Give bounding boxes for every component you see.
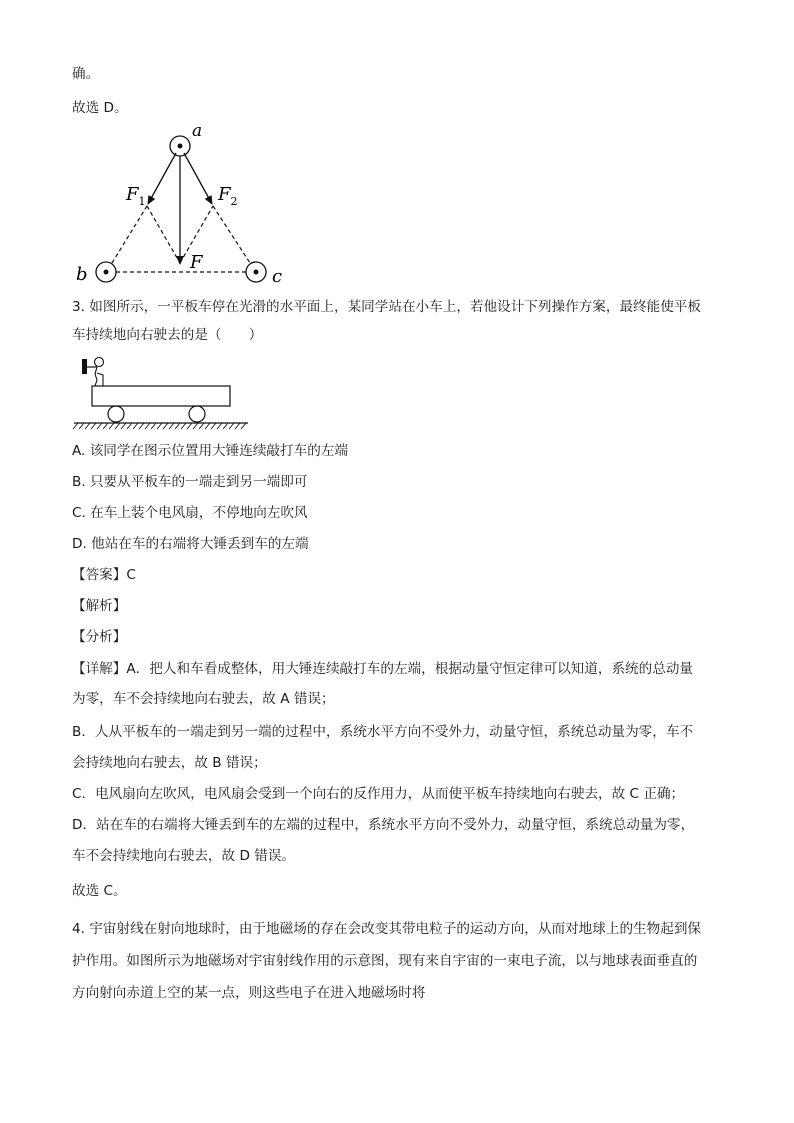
cart-wheel-right [189,406,205,422]
detail-line: D．站在车的右端将大锤丢到车的左端的过程中，系统水平方向不受外力，动量守恒，系统总动量为零， [72,817,695,833]
person-body [95,367,103,386]
answer-tag: 【答案】C [72,567,136,583]
option-c: C. 在车上装个电风扇，不停地向左吹风 [72,505,308,521]
question-4-line: 方向射向赤道上空的某一点，则这些电子在进入地磁场时将 [72,985,426,1001]
question-3-stem-line1: 3. 如图所示，一平板车停在光滑的水平面上，某同学站在小车上，若他设计下列操作方案，最终能使平板 [72,299,702,315]
option-a: A. 该同学在图示位置用大锤连续敲打车的左端 [72,443,348,459]
detail-line: C．电风扇向左吹风，电风扇会受到一个向右的反作用力，从而使平板车持续地向右驶去，故 C 正确； [72,786,685,802]
dashed-b-f1 [112,206,147,263]
cart-platform [92,386,230,406]
analysis-tag: 【解析】 [72,598,127,614]
ground-hatching [73,423,246,429]
force-diagram [70,120,310,290]
cart-diagram [70,350,250,432]
label-f1: $F_1$ [126,184,146,208]
fenxi-tag: 【分析】 [72,629,127,645]
person-head [95,358,104,367]
detail-line: B．人从平板车的一端走到另一端的过程中，系统水平方向不受外力，动量守恒，系统总动量为零，车不 [72,724,694,740]
force-f2-arrow [184,153,212,204]
label-b: b [76,264,88,285]
detail-line: 会持续地向右驶去，故 B 错误； [72,755,267,771]
dashed-f1-f [147,206,180,263]
conclusion-text: 故选 C。 [72,883,127,899]
label-f: F [190,252,203,273]
detail-line: 车不会持续地向右驶去，故 D 错误。 [72,848,296,864]
charge-c-dot [254,270,259,275]
question-3-stem-line2: 车持续地向右驶去的是（ ） [72,327,263,343]
detail-line: 为零，车不会持续地向右驶去，故 A 错误； [72,691,335,707]
conclusion-text: 故选 D。 [72,100,128,116]
label-c: c [272,266,283,287]
detail-line: 【详解】A．把人和车看成整体，用大锤连续敲打车的左端，根据动量守恒定律可以知道，系统的总动量 [72,661,694,677]
charge-a-dot [178,144,183,149]
question-4-line: 护作用。如图所示为地磁场对宇宙射线作用的示意图，现有来自宇宙的一束电子流，以与地球表面垂直的 [72,953,698,969]
hammer-head [82,359,87,374]
option-b: B. 只要从平板车的一端走到另一端即可 [72,474,308,490]
force-f1-arrow [148,153,176,204]
label-f2-sub: 2 [230,195,238,208]
label-f2: $F_2$ [218,184,238,208]
dashed-f2-c [213,206,250,263]
label-a: a [192,121,203,141]
text-line: 确。 [72,66,100,82]
label-f1-sub: 1 [138,195,146,208]
option-d: D. 他站在车的右端将大锤丢到车的左端 [72,536,309,552]
question-4-line: 4. 宇宙射线在射向地球时，由于地磁场的存在会改变其带电粒子的运动方向，从而对地球上的生物起到保 [72,921,702,937]
charge-b-dot [104,270,109,275]
cart-wheel-left [108,406,124,422]
